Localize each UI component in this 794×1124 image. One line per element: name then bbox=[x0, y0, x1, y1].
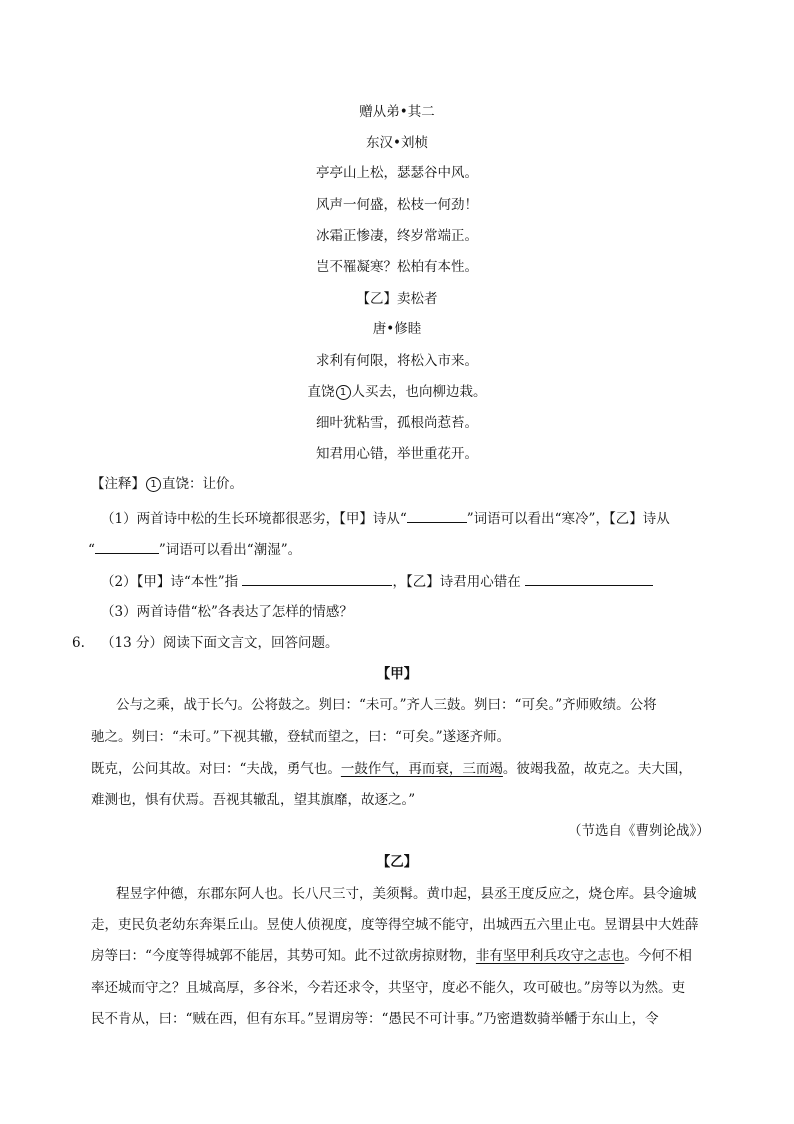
poem-a-title: 赠从弟•其二 bbox=[359, 104, 435, 120]
underlined-phrase-a: 一鼓作气，再而衰，三而竭 bbox=[340, 761, 503, 777]
footnote-marker: 1 bbox=[336, 385, 351, 400]
question-2 bbox=[101, 571, 653, 592]
passage-a-line-1: 公与之乘，战于长勺。公将鼓之。刿曰：“未可。”齐人三鼓。刿曰：“可矣。”齐师败绩。公将 bbox=[116, 697, 657, 713]
answer-blank-2[interactable] bbox=[95, 539, 159, 554]
poem-b-line-4: 知君用心错，举世重花开。 bbox=[316, 446, 478, 462]
question-2-text-b: ，【乙】诗君用心错在 bbox=[392, 574, 521, 590]
passage-b-line-5: 民不肯从，曰：“贼在西，但有东耳。”昱谓房等：“愚民不可计事。”乃密遣数骑举幡于东山上，令 bbox=[91, 1011, 659, 1027]
poem-b-line-2-end: 人买去，也向柳边栽。 bbox=[351, 384, 487, 400]
passage-b-line-3-start: 房等曰：“今度等得城郭不能居，其势可知。此不过欲虏掠财物， bbox=[91, 948, 476, 964]
annotation-label: 【注释】 bbox=[91, 476, 145, 492]
question-1-line-1 bbox=[101, 508, 670, 529]
poem-a-line-1: 亭亭山上松，瑟瑟谷中风。 bbox=[316, 165, 478, 181]
poem-b-title: 【乙】卖松者 bbox=[356, 291, 438, 307]
section-b-label: 【乙】 bbox=[376, 854, 418, 870]
poem-b-line-2-start: 直饶 bbox=[307, 384, 335, 400]
poem-b-line-3: 细叶犹粘雪，孤根尚惹苔。 bbox=[316, 415, 478, 431]
question-1-text-b: ”词语可以看出“寒冷”，【乙】诗从 bbox=[466, 511, 670, 527]
question-1-text-a: （1）两首诗中松的生长环境都很恶劣，【甲】诗从“ bbox=[101, 511, 407, 527]
passage-b-line-3 bbox=[91, 946, 692, 966]
question-1-text-d: ”词语可以看出“潮湿”。 bbox=[158, 542, 302, 558]
answer-blank-3[interactable] bbox=[242, 571, 392, 586]
poem-a-author: 东汉•刘桢 bbox=[366, 135, 428, 151]
passage-a-line-3 bbox=[91, 759, 692, 779]
passage-b-line-4: 率还城而守之？且城高厚，多谷米，今若还求令，共坚守，度必不能久，攻可破也。”房等以为然。吏 bbox=[91, 980, 686, 996]
poem-b-author: 唐•修睦 bbox=[372, 321, 422, 337]
section-a-label: 【甲】 bbox=[376, 666, 418, 682]
question-1-line-2 bbox=[88, 539, 301, 560]
passage-b-line-2: 走，吏民负老幼东奔渠丘山。昱使人侦视度，度等得空城不能守，出城西五六里止屯。昱谓县中大姓薛 bbox=[91, 917, 699, 933]
question-6-stem: （13 分）阅读下面文言文，回答问题。 bbox=[101, 635, 339, 651]
passage-a-line-3-end: 。彼竭我盈，故克之。夫大国， bbox=[502, 761, 692, 777]
poem-b-line-2 bbox=[0, 382, 794, 402]
passage-a-source: （节选自《曹刿论战》） bbox=[568, 823, 710, 839]
annotation bbox=[91, 474, 243, 494]
answer-blank-1[interactable] bbox=[407, 508, 467, 523]
poem-a-line-2: 风声一何盛，松枝一何劲！ bbox=[316, 197, 478, 213]
answer-blank-4[interactable] bbox=[525, 571, 653, 586]
passage-b-line-3-end: 。今何不相 bbox=[624, 948, 692, 964]
question-6-number: 6. bbox=[72, 635, 85, 651]
poem-a-line-3: 冰霜正惨凄，终岁常端正。 bbox=[316, 228, 478, 244]
question-3: （3）两首诗借“松”各表达了怎样的情感？ bbox=[101, 604, 353, 620]
question-1-text-c: “ bbox=[88, 542, 95, 558]
underlined-phrase-b: 非有坚甲利兵攻守之志也 bbox=[475, 948, 625, 964]
question-2-text-a: （2）【甲】诗“本性”指 bbox=[101, 574, 239, 590]
passage-a-line-2: 驰之。刿曰：“未可。”下视其辙，登轼而望之，曰：“可矣。”遂逐齐师。 bbox=[91, 729, 511, 745]
annotation-text: 直饶：让价。 bbox=[162, 476, 243, 492]
poem-b-line-1: 求利有何限，将松入市来。 bbox=[316, 353, 478, 369]
poem-a-line-4: 岂不罹凝寒？松柏有本性。 bbox=[316, 259, 478, 275]
passage-a-line-3-start: 既克，公问其故。对曰：“夫战，勇气也。 bbox=[91, 761, 341, 777]
annotation-marker: 1 bbox=[146, 477, 161, 492]
passage-b-line-1: 程昱字仲德，东郡东阿人也。长八尺三寸，美须髯。黄巾起，县丞王度反应之，烧仓库。县令逾城 bbox=[116, 886, 697, 902]
passage-a-line-4: 难测也，惧有伏焉。吾视其辙乱，望其旗靡，故逐之。” bbox=[91, 792, 416, 808]
